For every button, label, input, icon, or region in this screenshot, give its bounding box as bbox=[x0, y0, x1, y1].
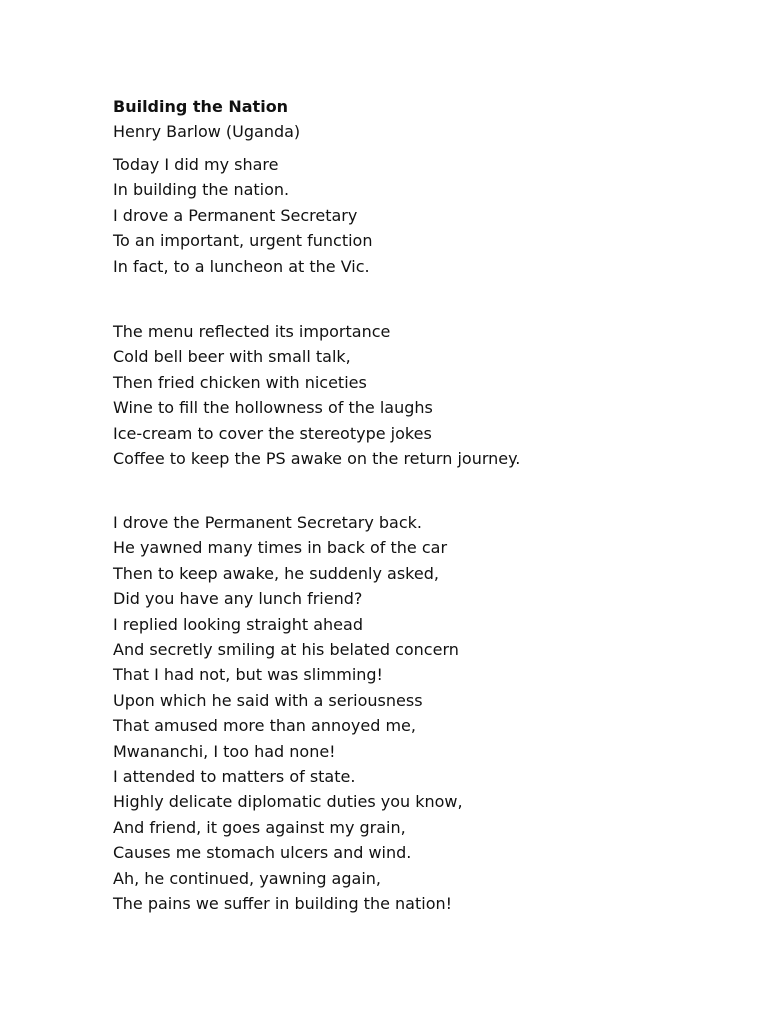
poem-line: Ice-cream to cover the stereotype jokes bbox=[113, 423, 432, 443]
poem-line: He yawned many times in back of the car bbox=[113, 538, 448, 558]
poem-line: Today I did my share bbox=[113, 155, 279, 174]
poem-line: And secretly smiling at his belated concern bbox=[113, 640, 459, 660]
poem-line: In building the nation. bbox=[113, 180, 290, 200]
poem-line: Wine to fill the hollowness of the laughs bbox=[113, 398, 433, 418]
poem-line: And friend, it goes against my grain, bbox=[113, 817, 406, 837]
stanza-3 bbox=[113, 510, 463, 917]
poem-line: I drove a Permanent Secretary bbox=[113, 205, 358, 225]
poem-line: Upon which he said with a seriousness bbox=[113, 690, 423, 710]
poem-line: I replied looking straight ahead bbox=[113, 614, 363, 634]
poem-line: In fact, to a luncheon at the Vic. bbox=[113, 256, 370, 276]
poem-line: That amused more than annoyed me, bbox=[113, 716, 416, 736]
poem-line: I drove the Permanent Secretary back. bbox=[113, 513, 422, 532]
poem-author: Henry Barlow (Uganda) bbox=[113, 122, 301, 141]
poem-line: Mwananchi, I too had none! bbox=[113, 741, 336, 761]
poem-line: I attended to matters of state. bbox=[113, 767, 356, 787]
poem-line: To an important, urgent function bbox=[113, 231, 373, 251]
stanza-1 bbox=[113, 152, 372, 279]
poem-line: Ah, he continued, yawning again, bbox=[113, 868, 381, 888]
poem-title: Building the Nation bbox=[113, 97, 289, 116]
poem-line: That I had not, but was slimming! bbox=[113, 665, 383, 685]
poem-line: Then to keep awake, he suddenly asked, bbox=[113, 563, 439, 583]
poem-line: Highly delicate diplomatic duties you know, bbox=[113, 792, 463, 812]
poem-line: Cold bell beer with small talk, bbox=[113, 347, 351, 367]
poem-line: Then fried chicken with niceties bbox=[113, 372, 367, 392]
poem-line: The menu reflected its importance bbox=[113, 322, 391, 341]
poem-line: Causes me stomach ulcers and wind. bbox=[113, 843, 412, 863]
poem-line: The pains we suffer in building the nation! bbox=[113, 894, 453, 914]
stanza-2 bbox=[113, 319, 520, 471]
poem-line: Did you have any lunch friend? bbox=[113, 589, 363, 609]
poem-line: Coffee to keep the PS awake on the return journey. bbox=[113, 449, 521, 469]
